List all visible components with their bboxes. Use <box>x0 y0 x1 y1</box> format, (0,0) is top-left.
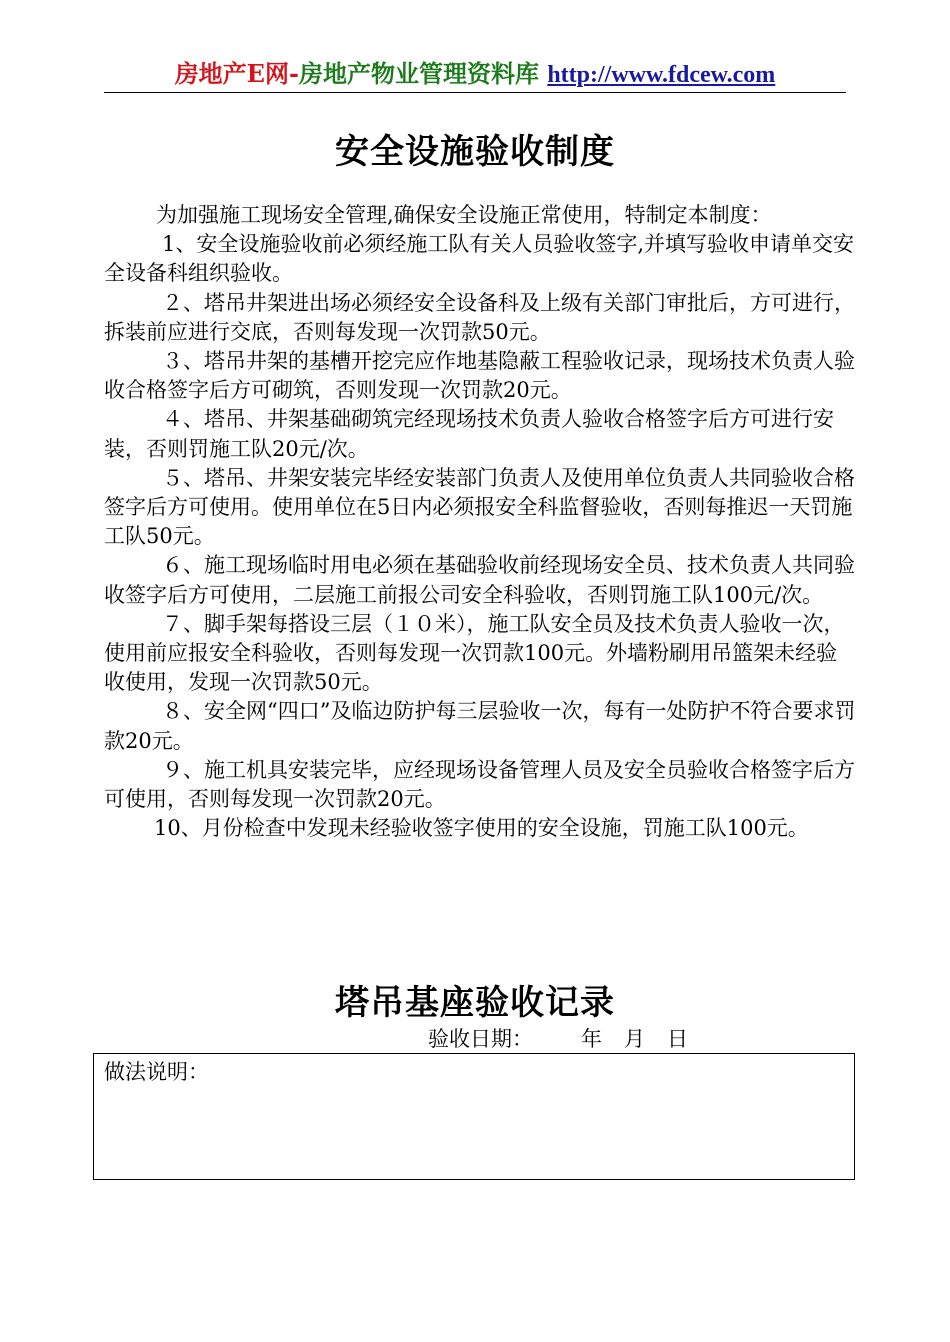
site-subtitle: 房地产物业管理资料库 <box>298 59 539 88</box>
date-year-label: 年 <box>581 1027 602 1051</box>
method-description-box[interactable] <box>93 1053 855 1180</box>
site-name: 房地产E网 <box>174 59 289 88</box>
site-header <box>104 56 846 92</box>
policy-item: ９、施工机具安装完毕，应经现场设备管理人员及安全员验收合格签字后方可使用，否则每发现一次罚款20元。 <box>104 757 855 812</box>
site-url-link[interactable]: http://www.fdcew.com <box>547 62 776 88</box>
policy-item: ２、塔吊井架进出场必须经安全设备科及上级有关部门审批后，方可进行，拆装前应进行交底，否则每发现一次罚款50元。 <box>104 290 855 344</box>
policy-item: ３、塔吊井架的基槽开挖完应作地基隐蔽工程验收记录，现场技术负责人验收合格签字后方可砌筑，否则发现一次罚款20元。 <box>104 349 855 403</box>
header-separator: - <box>288 59 299 88</box>
policy-item: ７、脚手架每搭设三层（１０米），施工队安全员及技术负责人验收一次，使用前应报安全科验收，否则每发现一次罚款100元。外墙粉刷用吊篮架未经验收使用，发现一次罚款50元。 <box>104 611 845 695</box>
inspection-date-label: 验收日期： <box>428 1027 533 1051</box>
date-month-label: 月 <box>624 1027 645 1051</box>
policy-item: ５、塔吊、井架安装完毕经安装部门负责人及使用单位负责人共同验收合格签字后方可使用。使用单位在5日内必须报安全科监督验收，否则每推迟一天罚施工队50元。 <box>104 465 855 549</box>
policy-item: 10、月份检查中发现未经验收签字使用的安全设施，罚施工队100元。 <box>154 816 809 841</box>
record-title: 塔吊基座验收记录 <box>335 983 615 1023</box>
policy-title: 安全设施验收制度 <box>335 132 615 172</box>
date-day-label: 日 <box>667 1027 688 1051</box>
header-divider <box>104 92 846 93</box>
method-description-label: 做法说明： <box>104 1060 209 1084</box>
policy-item: ６、施工现场临时用电必须在基础验收前经现场安全员、技术负责人共同验收签字后方可使用，二层施工前报公司安全科验收，否则罚施工队100元/次。 <box>104 553 855 607</box>
inspection-date-line <box>428 1024 688 1054</box>
policy-item: ４、塔吊、井架基础砌筑完经现场技术负责人验收合格签字后方可进行安装，否则罚施工队20元/次。 <box>104 407 834 461</box>
policy-body <box>104 201 856 843</box>
policy-item: 1、安全设施验收前必须经施工队有关人员验收签字,并填写验收申请单交安全设备科组织验收。 <box>104 232 855 286</box>
policy-item: ８、安全网“四口”及临边防护每三层验收一次，每有一处防护不符合要求罚款20元。 <box>104 699 856 753</box>
policy-intro: 为加强施工现场安全管理,确保安全设施正常使用，特制定本制度： <box>156 203 772 227</box>
